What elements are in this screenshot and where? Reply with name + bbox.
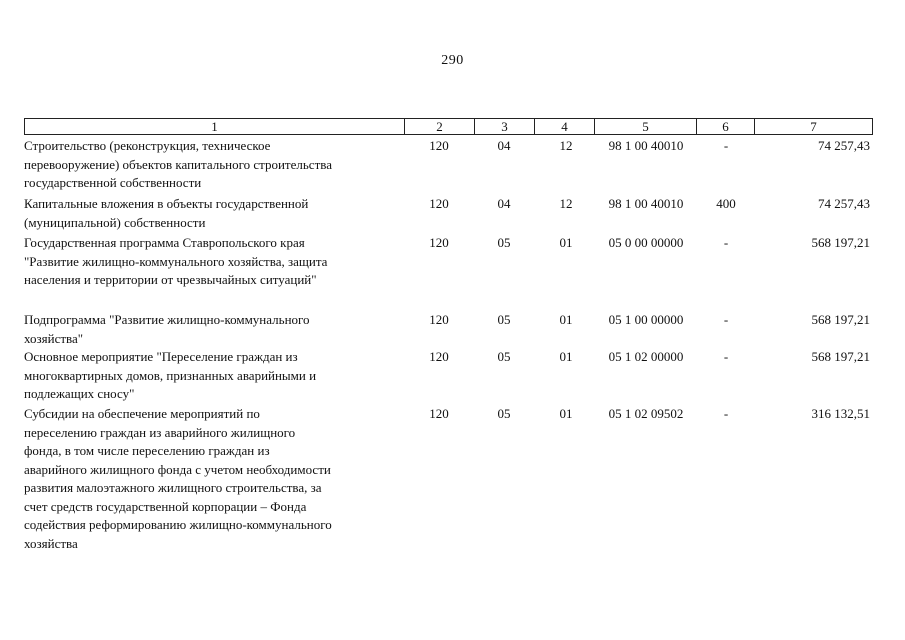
row-name-line: многоквартирных домов, признанных аварийными и [24,367,317,383]
row-col-6: 400 [716,196,736,211]
row-col-5: 98 1 00 40010 [608,196,684,211]
row-col-2: 120 [429,349,449,364]
header-col-6: 6 [697,119,755,134]
row-col-6: - [723,312,729,327]
row-col-3: 05 [497,406,511,421]
row-name-line: населения и территории от чрезвычайных ситуаций" [24,272,317,287]
row-name-line: "Развитие жилищно-коммунального хозяйства, защита [24,253,328,269]
row-name-line: фонда, в том числе переселению граждан из [24,443,270,458]
row-name-line: перевооружение) объектов капитального строительства [24,156,332,172]
row-col-3: 05 [497,235,511,250]
row-col-2: 120 [429,312,449,327]
row-col-6: - [723,138,729,153]
row-col-4: 01 [559,349,573,364]
row-col-3: 05 [497,349,511,364]
row-name-line: переселению граждан из аварийного жилищного [24,424,296,440]
row-col-3: 04 [497,196,511,211]
row-name [24,311,404,348]
row-col-7: 74 257,43 [818,138,870,153]
table-header-row [24,118,873,135]
row-col-6: - [723,235,729,250]
header-col-7: 7 [810,119,817,134]
row-col-4: 01 [559,312,573,327]
row-name-line: хозяйства" [24,330,84,346]
row-col-7: 568 197,21 [811,349,870,364]
row-col-5: 05 1 02 09502 [608,406,684,421]
row-name [24,137,404,193]
row-name-line: Государственная программа Ставропольского края [24,235,305,250]
row-name [24,348,404,404]
row-name-line: Подпрограмма "Развитие жилищно-коммунального [24,312,310,327]
header-col-4: 4 [535,119,595,134]
row-col-2: 120 [429,406,449,421]
row-name-line: Субсидии на обеспечение мероприятий по [24,406,260,421]
row-name [24,405,404,553]
row-col-3: 05 [497,312,511,327]
page-number: 290 [441,53,464,68]
row-col-3: 04 [497,138,511,153]
row-name-line: Основное мероприятие "Переселение граждан из [24,349,298,364]
row-col-7: 316 132,51 [811,406,870,421]
row-col-2: 120 [429,138,449,153]
row-col-5: 05 1 00 00000 [608,312,684,327]
row-name-line: хозяйства [24,535,78,551]
row-name [24,195,404,232]
row-name-line: (муниципальной) собственности [24,214,206,230]
row-col-4: 12 [559,138,573,153]
header-col-3: 3 [475,119,535,134]
row-name-line: Строительство (реконструкция, техническое [24,138,271,153]
row-col-5: 98 1 00 40010 [608,138,684,153]
row-col-4: 01 [559,406,573,421]
budget-table [24,118,873,551]
row-name [24,234,404,290]
row-col-6: - [723,349,729,364]
header-col-1: 1 [25,119,405,134]
row-col-4: 01 [559,235,573,250]
row-name-line: содействия реформированию жилищно-коммунального [24,517,332,532]
row-col-5: 05 0 00 00000 [608,235,684,250]
row-col-2: 120 [429,235,449,250]
header-col-2: 2 [405,119,475,134]
row-name-line: подлежащих сносу" [24,386,135,401]
row-col-7: 568 197,21 [811,312,870,327]
row-col-2: 120 [429,196,449,211]
row-name-line: аварийного жилищного фонда с учетом необходимости [24,461,331,477]
row-name-line: счет средств государственной корпорации – Фонда [24,498,307,514]
header-col-5: 5 [595,119,697,134]
row-col-7: 568 197,21 [811,235,870,250]
row-col-7: 74 257,43 [818,196,870,211]
row-col-4: 12 [559,196,573,211]
row-name-line: государственной собственности [24,175,202,190]
row-name-line: Капитальные вложения в объекты государственной [24,196,309,211]
row-col-5: 05 1 02 00000 [608,349,684,364]
row-col-6: - [723,406,729,421]
row-name-line: развития малоэтажного жилищного строительства, за [24,480,322,495]
